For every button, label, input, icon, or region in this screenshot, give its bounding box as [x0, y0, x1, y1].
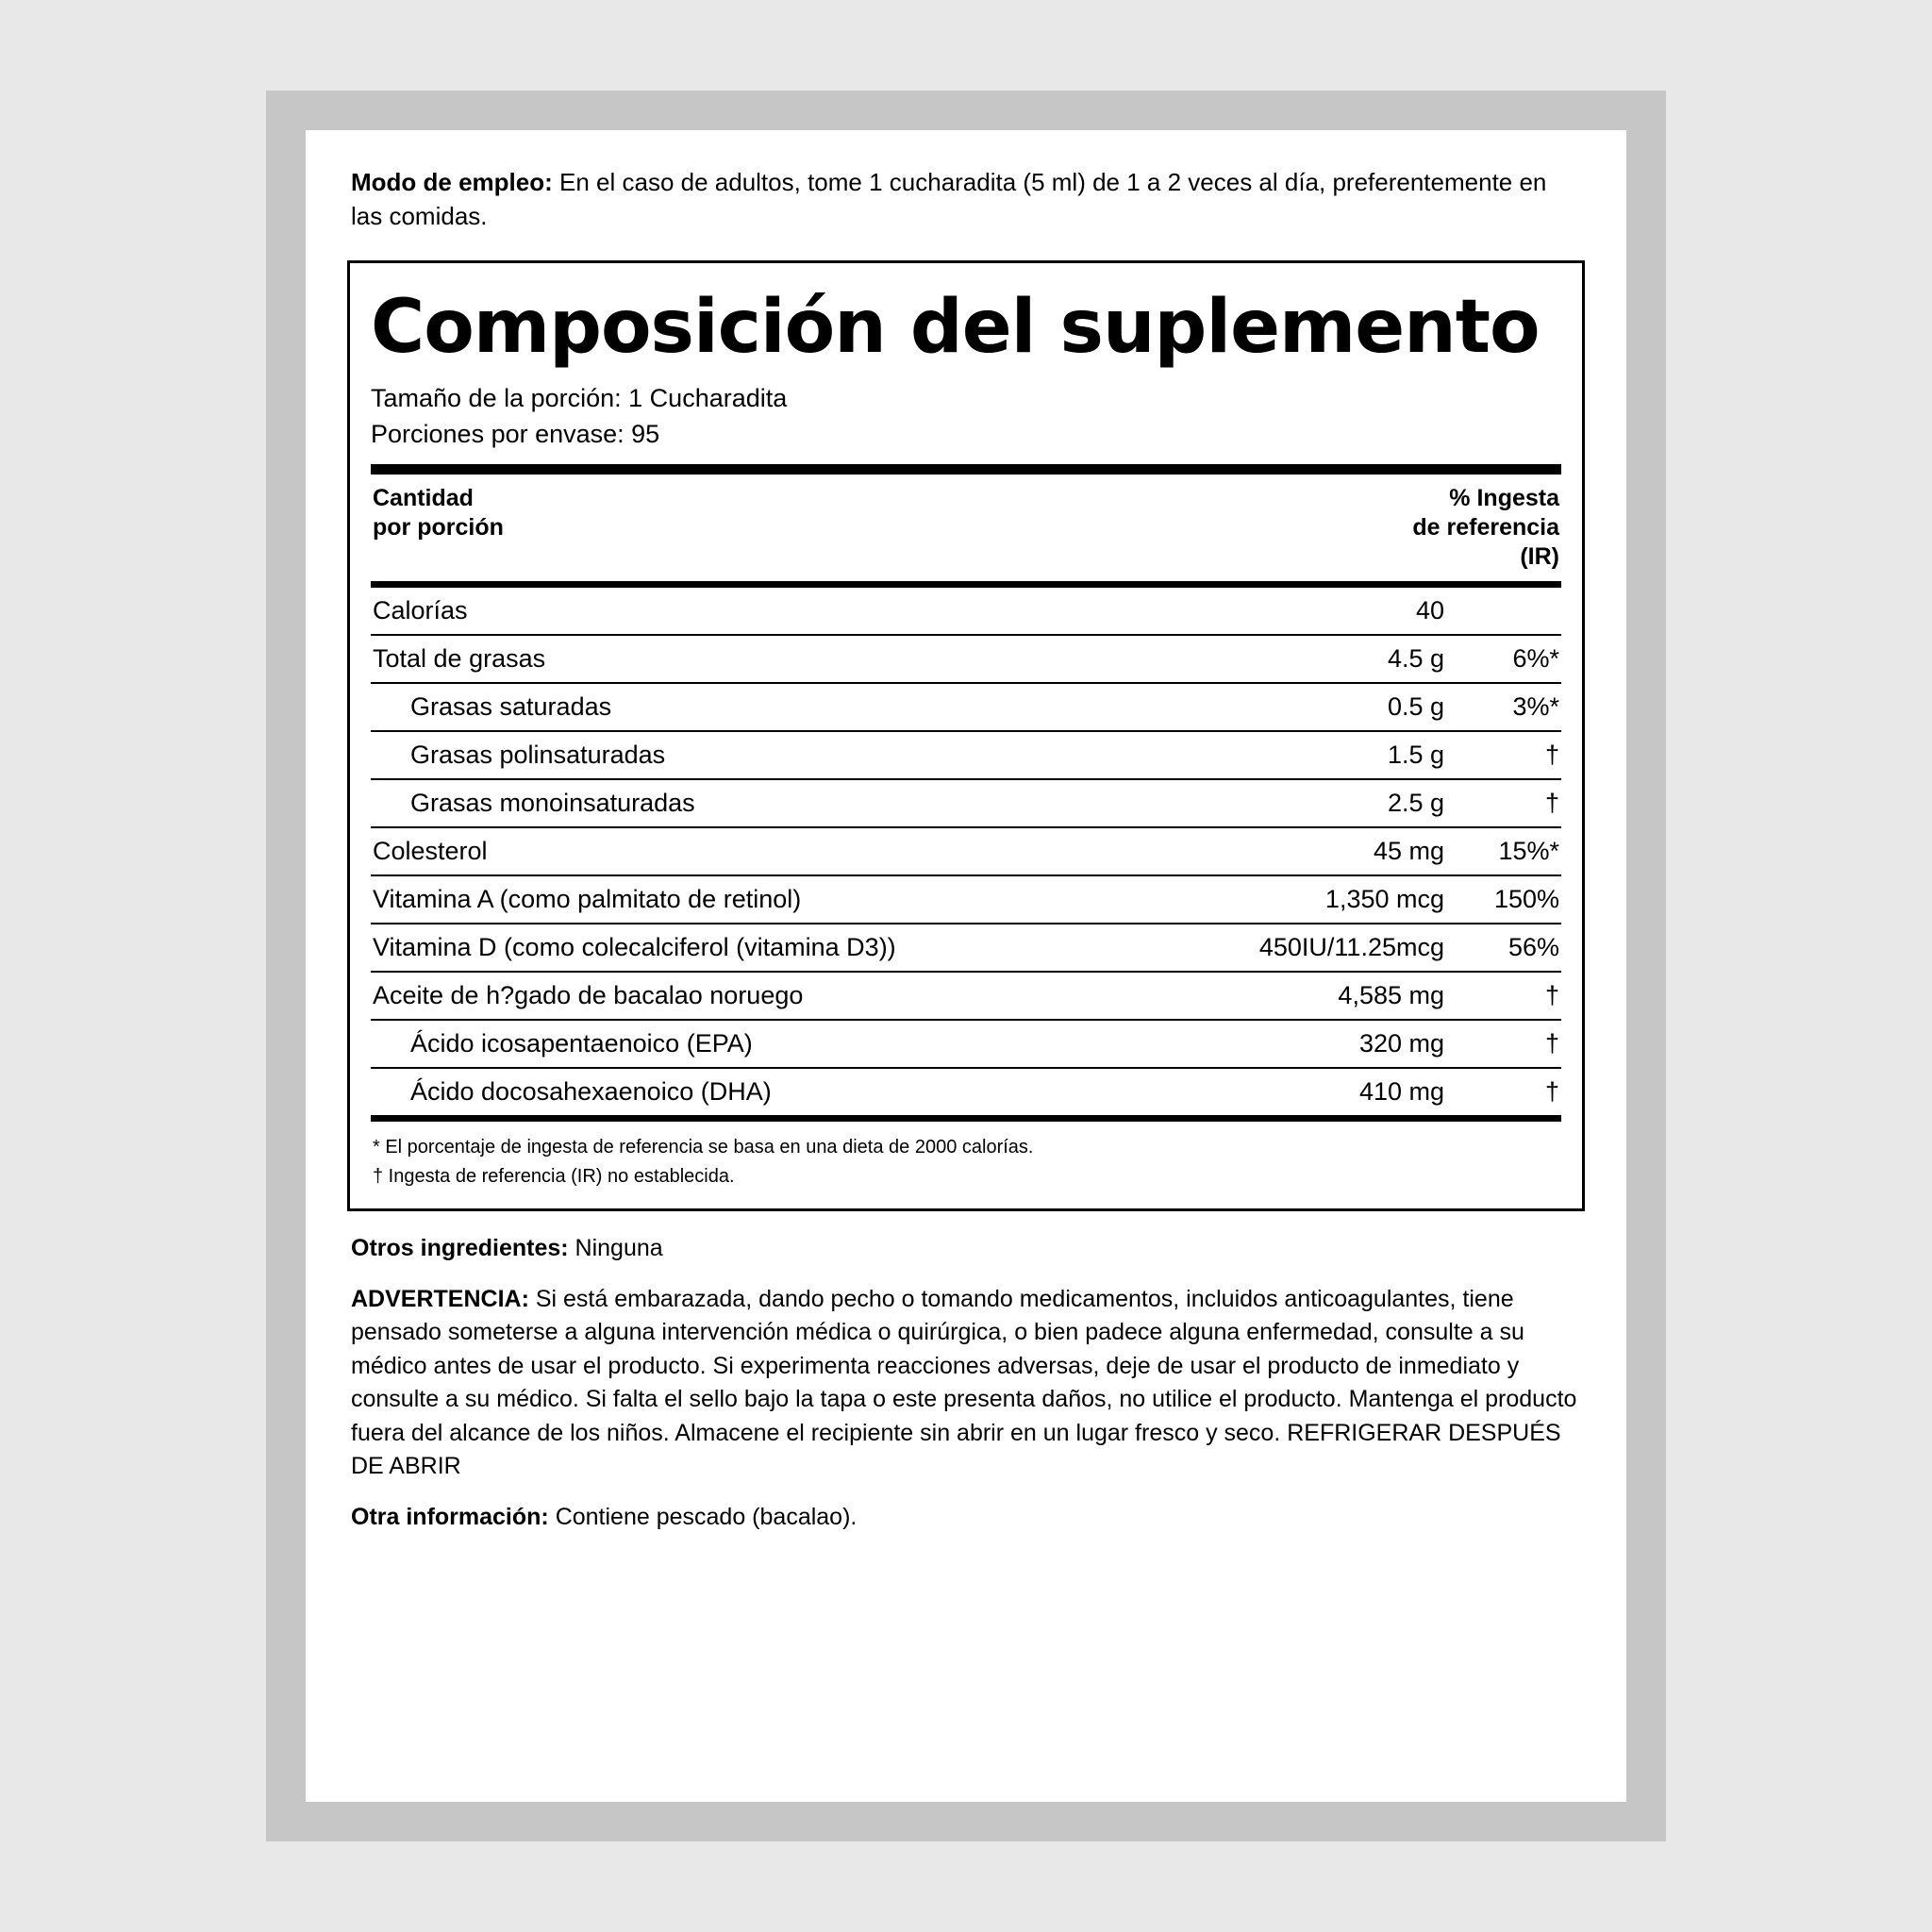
dv-header-line2: de referencia: [1412, 513, 1559, 541]
nutrient-amount: 410 mg: [1358, 1077, 1444, 1107]
other-information-label: Otra información:: [351, 1503, 549, 1530]
nutrient-row: [371, 588, 1561, 635]
nutrient-amount: 45 mg: [1225, 827, 1446, 875]
directions-text: En el caso de adultos, tome 1 cucharadita (5 ml) de 1 a 2 veces al día, preferentemente en las comidas.: [351, 168, 1547, 230]
nutrient-amount: 450IU/11.25mcg: [1225, 924, 1446, 972]
nutrients-table: [371, 588, 1561, 1115]
nutrient-name: Vitamina D (como colecalciferol (vitamina D3)): [371, 924, 1225, 972]
nutrient-amount: 4,585 mg: [1225, 972, 1446, 1020]
supplement-facts-title: Composición del suplemento: [371, 284, 1540, 370]
nutrient-row: [371, 924, 1561, 972]
serving-size: Tamaño de la porción: 1 Cucharadita: [371, 383, 788, 412]
footnotes: [371, 1122, 1561, 1191]
nutrient-row: [371, 635, 1561, 683]
nutrient-amount: 2.5 g: [1225, 779, 1446, 827]
nutrient-daily-value: †: [1544, 1077, 1559, 1107]
warning-label: ADVERTENCIA:: [351, 1285, 529, 1312]
nutrient-amount: 320 mg: [1225, 1020, 1446, 1068]
nutrient-row: [371, 1020, 1561, 1068]
nutrient-row: [371, 827, 1561, 875]
nutrient-name: Total de grasas: [371, 635, 1225, 683]
amount-header-line1: Cantidad: [373, 484, 474, 511]
dv-header-line1: % Ingesta: [1449, 484, 1559, 511]
directions-paragraph: [332, 157, 1600, 234]
nutrient-name: Aceite de h?gado de bacalao noruego: [371, 972, 1225, 1020]
nutrient-row: [371, 972, 1561, 1020]
divider-med-header: [371, 581, 1561, 588]
dv-header-line3: (IR): [1520, 543, 1559, 571]
other-information-text: Contiene pescado (bacalao).: [548, 1503, 858, 1530]
nutrient-daily-value: 6%*: [1446, 635, 1561, 683]
amount-header: [373, 484, 504, 543]
nutrient-row: [371, 1068, 1561, 1115]
nutrient-daily-value: 150%: [1446, 875, 1561, 924]
divider-thick-top: [371, 464, 1561, 475]
supplement-facts-box: [347, 260, 1585, 1212]
nutrient-daily-value: †: [1446, 1020, 1561, 1068]
nutrient-row: [371, 779, 1561, 827]
nutrient-row: [371, 731, 1561, 779]
nutrient-amount: 1,350 mcg: [1225, 875, 1446, 924]
other-ingredients-label: Otros ingredientes:: [351, 1235, 569, 1262]
nutrient-name: Colesterol: [371, 827, 1225, 875]
nutrients-table-body: [371, 588, 1561, 1115]
nutrient-row: [371, 875, 1561, 924]
nutrient-row: [371, 683, 1561, 731]
nutrient-name: Calorías: [371, 588, 1225, 635]
nutrient-amount: 1.5 g: [1225, 731, 1446, 779]
nutrient-name: Grasas monoinsaturadas: [371, 779, 1225, 827]
nutrient-name: Vitamina A (como palmitato de retinol): [371, 875, 1225, 924]
nutrient-name: Grasas saturadas: [371, 683, 1225, 731]
nutrient-daily-value: 15%*: [1446, 827, 1561, 875]
footnote-asterisk: * El porcentaje de ingesta de referencia se basa en una dieta de 2000 calorías.: [373, 1137, 1034, 1158]
nutrient-amount: 40: [1225, 588, 1446, 635]
nutrient-name: Ácido icosapentaenoico (EPA): [371, 1020, 1225, 1068]
warning-paragraph: [351, 1283, 1581, 1484]
nutrient-daily-value: †: [1446, 779, 1561, 827]
nutrient-daily-value: 3%*: [1446, 683, 1561, 731]
nutrient-daily-value: †: [1446, 972, 1561, 1020]
nutrient-amount: 0.5 g: [1225, 683, 1446, 731]
nutrient-daily-value: †: [1446, 731, 1561, 779]
other-ingredients-paragraph: [351, 1232, 1581, 1266]
servings-per-container: Porciones por envase: 95: [371, 420, 660, 449]
other-ingredients-text: Ninguna: [568, 1235, 663, 1262]
gray-frame: [266, 91, 1666, 1841]
amount-header-line2: por porción: [373, 513, 504, 541]
nutrient-name: Grasas polinsaturadas: [371, 731, 1225, 779]
footnote-dagger: † Ingesta de referencia (IR) no establecida.: [373, 1166, 735, 1188]
daily-value-header: [1412, 484, 1559, 573]
directions-label: Modo de empleo:: [351, 168, 553, 196]
facts-table-header: [371, 475, 1561, 582]
label-footer: [332, 1211, 1600, 1534]
divider-med-bottom: [371, 1115, 1561, 1122]
nutrient-amount: 4.5 g: [1225, 635, 1446, 683]
nutrient-daily-value: 56%: [1446, 924, 1561, 972]
warning-text: Si está embarazada, dando pecho o tomando medicamentos, incluidos anticoagulantes, tiene pensado someterse a alguna intervención médica o quirúrgica, o bien padece alguna enfermedad, consulte a su médico antes de usar el producto. Si experimenta reacciones adversas, deje de usar el producto de inmediato y consulte a su médico. Si falta el sello bajo la tapa o este presenta daños, no utilice el producto. Mantenga el producto fuera del alcance de los niños. Almacene el recipiente sin abrir en un lugar fresco y seco. REFRIGERAR DESPUÉS DE ABRIR: [351, 1285, 1577, 1480]
label-card: [306, 130, 1626, 1802]
nutrient-name: Ácido docosahexaenoico (DHA): [410, 1077, 772, 1107]
nutrient-daily-value: [1446, 588, 1561, 635]
other-information-paragraph: [351, 1501, 1581, 1535]
